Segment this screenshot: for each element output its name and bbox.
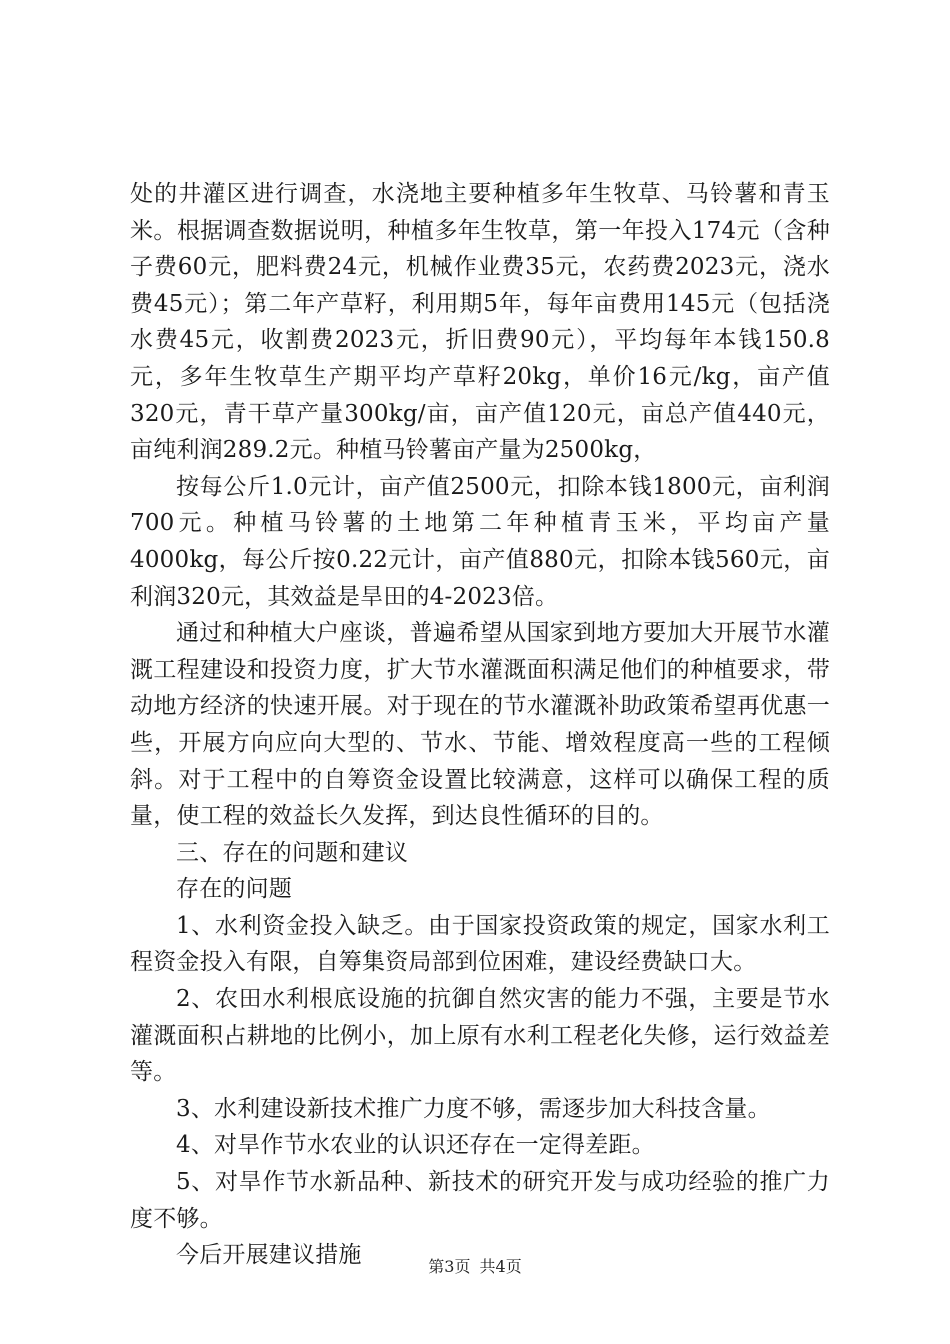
list-item: 1、水利资金投入缺乏。由于国家投资政策的规定，国家水利工程资金投入有限，自筹集资局部到位困难，建设经费缺口大。	[130, 912, 830, 976]
list-item: 4、对旱作节水农业的认识还存在一定得差距。	[176, 1132, 655, 1159]
paragraph: 通过和种植大户座谈，普遍希望从国家到地方要加大开展节水灌溉工程建设和投资力度，扩大节水灌溉面积满足他们的种植要求，带动地方经济的快速开展。对于现在的节水灌溉补助政策希望再优惠一些，开展方向应向大型的、节水、节能、增效程度高一些的工程倾斜。对于工程中的自筹资金设置比较满意，这样可以确保工程的质量，使工程的效益长久发挥，到达良性循环的目的。	[130, 620, 830, 830]
list-item: 2、农田水利根底设施的抗御自然灾害的能力不强，主要是节水灌溉面积占耕地的比例小，加上原有水利工程老化失修，运行效益差等。	[130, 986, 830, 1086]
page-number: 第3页	[428, 1257, 471, 1276]
list-item: 5、对旱作节水新品种、新技术的研究开发与成功经验的推广力度不够。	[130, 1169, 830, 1232]
paragraph: 按每公斤1.0元计，亩产值2500元，扣除本钱1800元，亩利润700元。种植马铃薯的土地第二年种植青玉米，平均亩产量4000kg，每公斤按0.22元计，亩产值880元，扣除本钱560元，亩利润320元，其效益是旱田的4-2023倍。	[130, 473, 830, 610]
subsection-heading: 存在的问题	[176, 876, 292, 903]
section-heading: 三、存在的问题和建议	[176, 839, 408, 866]
document-body	[130, 176, 830, 1274]
page-total: 共4页	[479, 1257, 522, 1276]
subsection-heading: 今后开展建议措施	[176, 1242, 362, 1269]
list-item: 3、水利建设新技术推广力度不够，需逐步加大科技含量。	[176, 1095, 771, 1122]
paragraph: 处的井灌区进行调查，水浇地主要种植多年生牧草、马铃薯和青玉米。根据调查数据说明，种植多年生牧草，第一年投入174元（含种子费60元，肥料费24元，机械作业费35元，农药费2023元，浇水费45元）；第二年产草籽，利用期5年，每年亩费用145元（包括浇水费45元，收割费2023元，折旧费90元），平均每年本钱150.8元，多年生牧草生产期平均产草籽20kg，单价16元/kg，亩产值320元，青干草产量300kg/亩，亩产值120元，亩总产值440元，亩纯利润289.2元。种植马铃薯亩产量为2500kg，	[130, 181, 830, 464]
page-footer	[0, 1254, 950, 1277]
